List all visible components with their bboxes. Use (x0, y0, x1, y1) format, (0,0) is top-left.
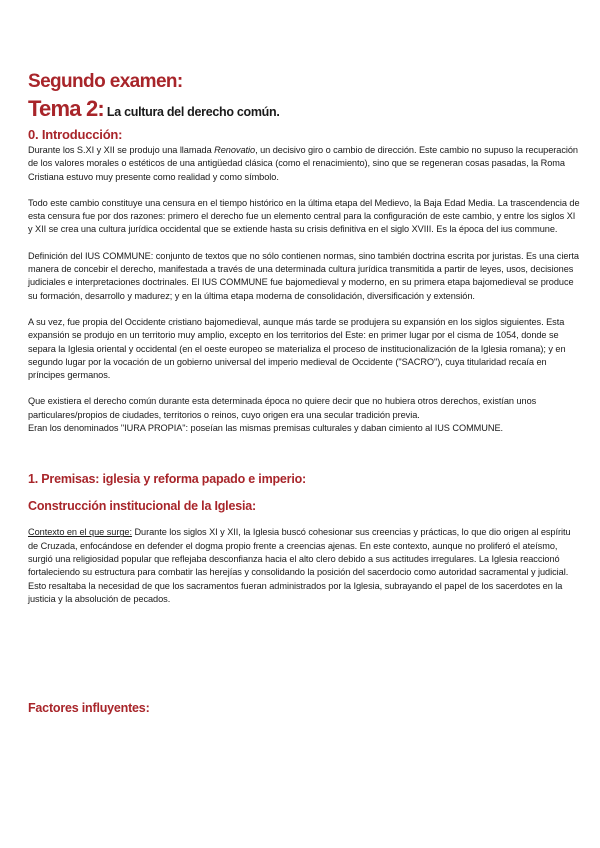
tema-title: La cultura del derecho común. (106, 105, 280, 119)
factores-heading: Factores influyentes: (28, 701, 150, 716)
intro-paragraph-4: A su vez, fue propia del Occidente cristiano bajomedieval, aunque más tarde se produjera su expansión en los siglos siguientes. Esta expansión se produjo en un territorio muy amplio, excepto en los territorios del Este: en primer lugar por el cisma de 1054, donde se separa la Iglesia oriental y occidental (en el oeste europeo se materializa el proceso de institucionalización de la Iglesia romana); y en segundo lugar por la vocación de un gobierno universal del imperio medieval de Occidente ("SACRO"), cuya titularidad recaía en príncipes germanos. (28, 316, 566, 381)
intro-p1-text-a: Durante los S.XI y XII se produjo una llamada (28, 145, 215, 155)
context-label: Contexto en el que surge: (28, 527, 132, 538)
intro-paragraph-5: Que existiera el derecho común durante esta determinada época no quiere decir que no hubiera otros derechos, existían unos particulares/propios de ciudades, territorios o reinos, cuyo origen era una secular tradición previa. (28, 396, 537, 420)
intro-paragraph-6: Eran los denominados "IURA PROPIA": poseían las mismas premisas culturales y daban cimiento al IUS COMMUNE. (28, 423, 504, 434)
intro-paragraph-2: Todo este cambio constituye una censura en el tiempo histórico en la última etapa del Medievo, la Baja Edad Media. La trascendencia de esta censura fue por dos razones: primero el derecho fue un elemento central para la configuración de este cambio, y entre los siglos XI y XII se crea una cultura jurídica occidental que se extiende hasta su crisis definitiva en el siglo XVIII. Es la época del ius commune. (28, 197, 580, 235)
construccion-heading: Construcción institucional de la Iglesia: (28, 499, 256, 514)
document-page (28, 70, 580, 716)
renovatio-term: Renovatio (214, 145, 256, 155)
intro-p1-text-b: , un decisivo giro o cambio de dirección. Este cambio no supuso la recuperación de los valores morales o estéticos de una antigüedad clásica (como el renacimiento), sino que se regeneran cosas pasadas, la Roma Cristiana estuvo muy presente como realidad y como símbolo. (28, 145, 578, 182)
tema-label: Tema 2: (28, 96, 104, 121)
context-text: Durante los siglos XI y XII, la Iglesia buscó cohesionar sus creencias y prácticas, lo que dio origen al espíritu de Cruzada, enfocándose en defender el dogma propio frente a creencias ajenas. En este contexto, aunque no proliferó el ateísmo, surgió una religiosidad popular que reflejaba desconfianza hacia el alto clero debido a sus actitudes irregulares. La Iglesia reaccionó fortaleciendo su estructura para combatir las herejías y consolidando la posición del sacerdocio como autoridad sacramental y judicial. Esto resaltaba la necesidad de que los sacramentos fueran administrados por la Iglesia, subrayando el papel de los sacerdotes en la justicia y la absolución de pecados. (28, 527, 571, 604)
intro-paragraph-3: Definición del IUS COMMUNE: conjunto de textos que no sólo contienen normas, sino también doctrina escrita por juristas. Es una cierta manera de concebir el derecho, manifestada a través de una determinada cultura jurídica transmitida a partir de leyes, usos, decisiones judiciales e interpretaciones doctrinales. El IUS COMMUNE fue bajomedieval y moderno, en su primera etapa bajomedieval se produce su formación, desarrollo y madurez; y en la última etapa moderna de consolidación, diversificación y extensión. (28, 250, 579, 301)
construccion-paragraph (28, 526, 580, 606)
intro-heading: 0. Introducción: (28, 127, 123, 142)
tema-heading (28, 96, 580, 125)
intro-paragraph-1 (28, 144, 580, 184)
premisas-heading: 1. Premisas: iglesia y reforma papado e imperio: (28, 472, 307, 487)
exam-heading: Segundo examen: (28, 71, 183, 92)
